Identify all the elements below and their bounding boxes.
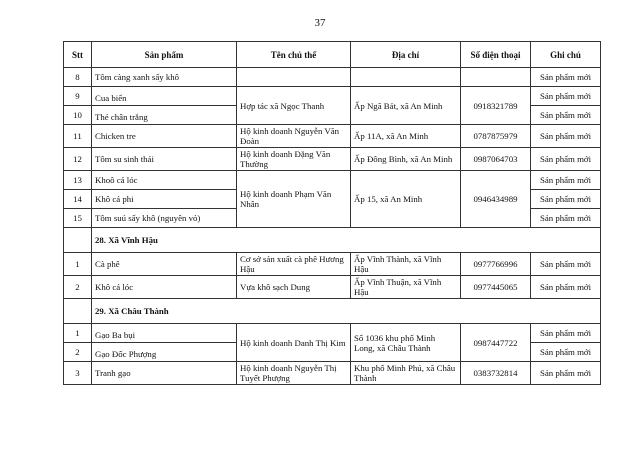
row-address: Ấp Đông Bình, xã An Minh (351, 148, 461, 171)
row-owner: Cơ sở sản xuất cà phê Hương Hậu (237, 253, 351, 276)
row-owner: Hộ kinh doanh Nguyễn Văn Đoàn (237, 125, 351, 148)
row-product: Cua biển (92, 87, 237, 106)
row-address: Ấp 15, xã An Minh (351, 171, 461, 228)
row-product: Khoô cá lóc (92, 171, 237, 190)
section-stt-empty (64, 228, 92, 253)
row-phone-empty (461, 68, 531, 87)
row-owner: Hợp tác xã Ngọc Thanh (237, 87, 351, 125)
row-owner: Hộ kinh doanh Đặng Văn Thường (237, 148, 351, 171)
row-note: Sản phẩm mới (531, 276, 601, 299)
row-address: Ấp Vĩnh Thuận, xã Vĩnh Hậu (351, 276, 461, 299)
row-stt: 1 (64, 253, 92, 276)
row-product: Chicken tre (92, 125, 237, 148)
row-address: Số 1036 khu phố Minh Long, xã Châu Thành (351, 324, 461, 362)
table-row (64, 125, 601, 148)
row-phone: 0977445065 (461, 276, 531, 299)
row-address: Khu phố Minh Phú, xã Châu Thành (351, 362, 461, 385)
row-stt: 11 (64, 125, 92, 148)
row-product: Tôm càng xanh sấy khô (92, 68, 237, 87)
row-note: Sản phẩm mới (531, 324, 601, 343)
row-product: Gạo Đốc Phượng (92, 343, 237, 362)
row-note: Sản phẩm mới (531, 148, 601, 171)
table-row (64, 87, 601, 106)
section-title-vinh-hau: 28. Xã Vĩnh Hậu (92, 228, 601, 253)
header-phone: Số điện thoại (461, 42, 531, 68)
row-stt: 3 (64, 362, 92, 385)
header-note: Ghi chú (531, 42, 601, 68)
row-phone: 0787875979 (461, 125, 531, 148)
product-table (63, 41, 601, 385)
header-owner: Tên chủ thể (237, 42, 351, 68)
table-row (64, 253, 601, 276)
row-note: Sản phẩm mới (531, 87, 601, 106)
row-product: Khô cá phi (92, 190, 237, 209)
row-address: Ấp 11A, xã An Minh (351, 125, 461, 148)
row-note: Sản phẩm mới (531, 343, 601, 362)
row-owner: Hộ kinh doanh Nguyễn Thị Tuyết Phượng (237, 362, 351, 385)
header-address: Địa chỉ (351, 42, 461, 68)
table-row (64, 276, 601, 299)
row-address: Ấp Vĩnh Thành, xã Vĩnh Hậu (351, 253, 461, 276)
row-product: Khô cá lóc (92, 276, 237, 299)
row-note: Sản phẩm mới (531, 253, 601, 276)
header-product: Sản phẩm (92, 42, 237, 68)
row-stt: 8 (64, 68, 92, 87)
row-stt: 10 (64, 106, 92, 125)
row-owner-empty (237, 68, 351, 87)
row-phone: 0383732814 (461, 362, 531, 385)
row-phone: 0918321789 (461, 87, 531, 125)
row-note: Sản phẩm mới (531, 125, 601, 148)
row-stt: 14 (64, 190, 92, 209)
row-stt: 1 (64, 324, 92, 343)
row-note: Sản phẩm mới (531, 362, 601, 385)
header-stt: Stt (64, 42, 92, 68)
row-product: Tranh gạo (92, 362, 237, 385)
row-note: Sản phẩm mới (531, 209, 601, 228)
row-address: Ấp Ngã Bát, xã An Minh (351, 87, 461, 125)
row-note: Sản phẩm mới (531, 171, 601, 190)
row-product: Gạo Ba bụi (92, 324, 237, 343)
row-product: Tôm suú sấy khô (nguyên vỏ) (92, 209, 237, 228)
row-phone: 0987064703 (461, 148, 531, 171)
section-title-chau-thanh: 29. Xã Châu Thành (92, 299, 601, 324)
row-address-empty (351, 68, 461, 87)
row-stt: 13 (64, 171, 92, 190)
table-row (64, 68, 601, 87)
table-row (64, 324, 601, 343)
row-stt: 15 (64, 209, 92, 228)
row-note: Sản phẩm mới (531, 106, 601, 125)
table-row (64, 362, 601, 385)
row-product: Thẻ chân trắng (92, 106, 237, 125)
row-product: Cà phê (92, 253, 237, 276)
row-owner: Hộ kinh doanh Danh Thị Kim (237, 324, 351, 362)
row-note: Sản phẩm mới (531, 68, 601, 87)
row-stt: 9 (64, 87, 92, 106)
table-row (64, 171, 601, 190)
header-row (64, 42, 601, 68)
section-row (64, 228, 601, 253)
row-note: Sản phẩm mới (531, 190, 601, 209)
page-number: 37 (314, 17, 326, 29)
row-stt: 2 (64, 343, 92, 362)
section-row (64, 299, 601, 324)
section-stt-empty (64, 299, 92, 324)
row-stt: 2 (64, 276, 92, 299)
row-phone: 0946434989 (461, 171, 531, 228)
row-owner: Hộ kinh doanh Phạm Văn Nhân (237, 171, 351, 228)
row-owner: Vựa khô sạch Dung (237, 276, 351, 299)
row-product: Tôm su sinh thái (92, 148, 237, 171)
row-stt: 12 (64, 148, 92, 171)
row-phone: 0987447722 (461, 324, 531, 362)
row-phone: 0977766996 (461, 253, 531, 276)
table-row (64, 148, 601, 171)
